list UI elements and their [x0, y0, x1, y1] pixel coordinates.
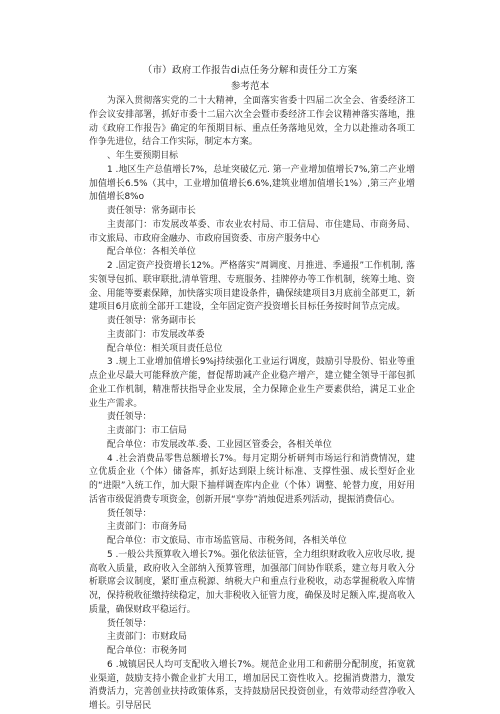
paragraph: 主责部门：市发展改革委、市农业农村局、市工信局、市住建局、市商务局、市文旅局、市政府金融办、市政府国资委、市房产服务中心	[89, 219, 415, 244]
document-subtitle: 参考范本	[230, 81, 270, 92]
paragraph: 主责部门：市工信局	[107, 426, 187, 436]
paragraph: 货任领导：	[107, 618, 152, 629]
paragraph: 责任领导：常务副市长	[107, 206, 196, 216]
paragraph: 货任领导：	[107, 508, 152, 519]
document-title: （市）政府工作报告di点任务分解和责任分工方案	[142, 65, 358, 76]
paragraph: 主责部门：市发展改革委	[107, 329, 205, 340]
paragraph: 配合单位：市税务同	[107, 646, 187, 656]
paragraph: 主责部门：市商务局	[107, 522, 187, 533]
paragraph: 主责部门：市财政局	[107, 632, 187, 643]
paragraph: 4 .社会消费品零售总额增长7%。每月定期分析研判市场运行和消费情况，建立优质企业（个体）储备库，抓好达到限上统计标准、支撑性强、成长型好企业的“进限”入统工作，加大限下抽样调查库内企业（个体）调整、轮替力度，用好用活省市级促消费专项资金，创新开展“享券”消烛促进系列活动，提振消费信心。	[89, 453, 415, 505]
paragraph: 5 .一般公共预算收入增长7%。强化依法征管，全力组织财政收入应收尽收, 提高收入质量，政府收入全部纳入预算管理，加强部门间协作联系，建立每月收入分析联席会议制度，紧盯重点税源、纳税大户和重点行业税收，动态掌握税收入库情况，保持税收征缴持续稳定，加大非税收入征管力度，确保及时足额入库,提高收入质量，确保财政平稳运行。	[89, 549, 415, 615]
paragraph: 6 .城镇居民人均可支配收入增长7%。规范企业用工和薪册分配制度，拓宽就业渠道，鼓励支持小微企业扩大用工，增加居民工资性收入。挖掘消费潜力，激发消费活力，完善创业扶持政策体系，支持鼓励居民投资创业，有效带动经营净收入增长。引导居民	[89, 659, 415, 711]
paragraph: 配合单位：市文旅局、市市场监管局、市税务间，各相关单位	[107, 536, 347, 546]
paragraph: 责任领导：常务副市长	[107, 316, 196, 326]
paragraph: 3 .规上工业增加值增长9%j持续强化工业运行调度，鼓励引导股份、铝业等重点企业尽最大可能释放产能，督促帮助减产企业稳产增产，建立健全领导干部包抓企业工作机制，精准帮扶指导企业发展，全力保障企业生产要素供给，满足工业企业生产需求。	[89, 357, 415, 409]
paragraph: 责任领导：	[107, 412, 152, 423]
paragraph: 配合单位：市发展改革.委、工业园区管委会，各相关单位	[107, 439, 332, 450]
paragraph: 为深入贯彻落实党的二十大精神，全面落实省委十四届二次全会、省委经济工作会议安排部署，抓好市委十二届六次全会暨市委经济工作会议精神落实落地，推动《政府工作报告》确定的年预期目标、重点任务落地见效，全力以赴推动各项工作争先进位，结合工作实际，制定本方案。	[89, 96, 415, 148]
paragraph: 1 .地区生产总值增长7%，总址突破亿元. 第一产业增加值增长7%,第二产业增加值增长6.5%（其中，工业增加值增长6.6%,建筑业增加值增长1%）,第三产业增加值增长8%o	[89, 164, 415, 203]
paragraph: 配合单位：相关项目责任总位	[107, 343, 223, 354]
document-body	[89, 95, 415, 714]
paragraph: 2 .固定资产投资增长12%。严格落实“周调度、月推进、季通报”工作机制, 落实领导包抓、联审联批,清单管理、专班服务、挂牌停办等工作机制，统筹土地、资金、用能等要素保障，加快落实项目建设条件，确保续建项目3月底前全部更工，新建项目6月底前全部开工建设，全年固定资产投资增长目标任务按时间节点完成。	[89, 261, 415, 313]
paragraph: 、年生要预期目标	[107, 151, 178, 161]
paragraph: 配合单位：各相关单位	[107, 247, 196, 258]
